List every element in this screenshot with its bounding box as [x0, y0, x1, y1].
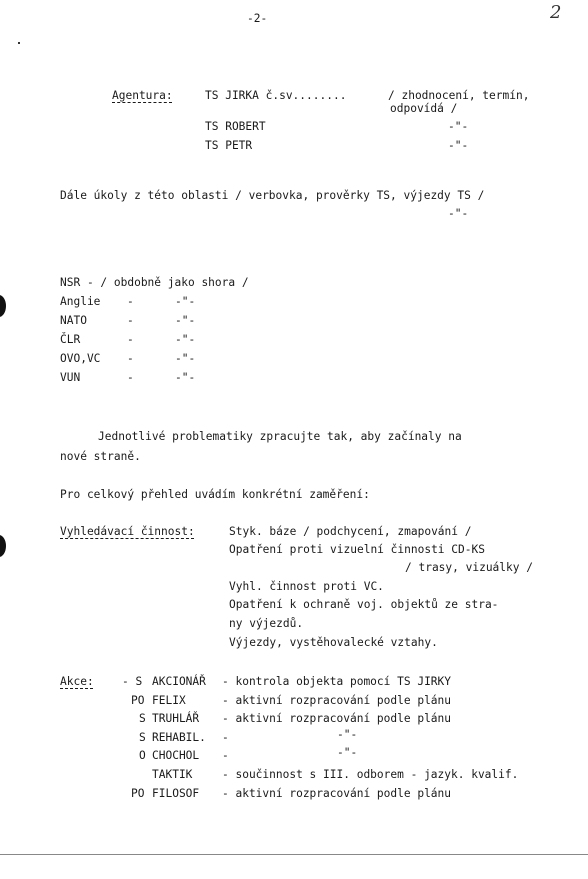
agentura-item-note: -"-	[448, 139, 469, 152]
akce-row-desc: - aktivní rozpracování podle plánu	[222, 787, 452, 800]
akce-row-name: AKCIONÁŘ	[152, 675, 206, 688]
punch-hole	[0, 535, 6, 557]
akce-row-name: TRUHLÁŘ	[152, 712, 200, 725]
vyhledavaci-line: Styk. báze / podchycení, zmapování /	[229, 525, 472, 538]
akce-row-desc: -	[222, 749, 229, 762]
instruction-line: Jednotlivé problematiky zpracujte tak, aby začínaly na	[98, 430, 462, 443]
punch-hole	[0, 295, 6, 317]
dale-line: Dále úkoly z této oblasti / verbovka, prověrky TS, výjezdy TS /	[60, 189, 485, 202]
vyhledavaci-line: Opatření k ochraně voj. objektů ze stra-	[229, 598, 499, 611]
vyhledavaci-label: Vyhledávací činnost:	[60, 525, 195, 538]
nsr-header: NSR - / obdobně jako shora /	[60, 276, 249, 289]
akce-row-desc: - aktivní rozpracování podle plánu	[222, 694, 452, 707]
akce-row-name: CHOCHOL	[152, 749, 200, 762]
page-bottom-edge	[0, 854, 588, 855]
akce-row-ditto: -"-	[337, 746, 358, 759]
agentura-item-name: TS PETR	[205, 139, 253, 152]
akce-row-lead: PO	[131, 694, 145, 707]
akce-row-lead: O	[139, 749, 146, 762]
nsr-row-label: ČLR	[60, 333, 81, 346]
akce-row-lead: - S	[122, 675, 143, 688]
nsr-row-label: NATO	[60, 314, 87, 327]
nsr-row-label: OVO,VC	[60, 352, 101, 365]
vyhledavaci-line: ny výjezdů.	[229, 617, 304, 630]
akce-row-lead: PO	[131, 787, 145, 800]
akce-row-desc: - aktivní rozpracování podle plánu	[222, 712, 452, 725]
nsr-row-ditto: -"-	[175, 352, 196, 365]
vyhledavaci-line: / trasy, vizuálky /	[405, 561, 533, 574]
akce-label: Akce:	[60, 675, 94, 688]
nsr-row-dash: -	[127, 333, 134, 346]
akce-row-name: FELIX	[152, 694, 186, 707]
akce-row-lead: S	[139, 731, 146, 744]
nsr-row-dash: -	[127, 371, 134, 384]
nsr-row-ditto: -"-	[175, 371, 196, 384]
overview-line: Pro celkový přehled uvádím konkrétní zaměření:	[60, 488, 370, 501]
handwritten-page-mark: 2	[550, 2, 562, 23]
akce-row-desc: - součinnost s III. odborem - jazyk. kvalif.	[222, 768, 519, 781]
akce-row-desc: - kontrola objekta pomocí TS JIRKY	[222, 675, 452, 688]
nsr-row-dash: -	[127, 295, 134, 308]
agentura-item-note: / zhodnocení, termín,	[388, 89, 530, 102]
nsr-row-ditto: -"-	[175, 295, 196, 308]
akce-row-name: TAKTIK	[152, 768, 193, 781]
akce-row-desc: -	[222, 731, 229, 744]
akce-row-name: REHABIL.	[152, 731, 206, 744]
agentura-item-name: TS ROBERT	[205, 120, 266, 133]
vyhledavaci-line: Výjezdy, vystěhovalecké vztahy.	[229, 636, 438, 649]
nsr-row-label: Anglie	[60, 295, 101, 308]
akce-row-ditto: -"-	[337, 728, 358, 741]
agentura-item-note: odpovídá /	[390, 102, 458, 115]
akce-row-lead: S	[139, 712, 146, 725]
vyhledavaci-line: Vyhl. činnost proti VC.	[229, 580, 384, 593]
nsr-row-dash: -	[127, 352, 134, 365]
dale-ditto: -"-	[448, 207, 469, 220]
akce-row-name: FILOSOF	[152, 787, 200, 800]
agentura-item-note: -"-	[448, 120, 469, 133]
speck	[18, 42, 20, 44]
nsr-row-ditto: -"-	[175, 333, 196, 346]
page-number: -2-	[247, 12, 268, 25]
nsr-row-dash: -	[127, 314, 134, 327]
vyhledavaci-line: Opatření proti vizuelní činnosti CD-KS	[229, 543, 485, 556]
nsr-row-label: VUN	[60, 371, 81, 384]
nsr-row-ditto: -"-	[175, 314, 196, 327]
agentura-item-name: TS JIRKA č.sv........	[205, 89, 347, 102]
instruction-line: nové straně.	[60, 450, 141, 463]
agentura-label: Agentura:	[112, 89, 173, 102]
